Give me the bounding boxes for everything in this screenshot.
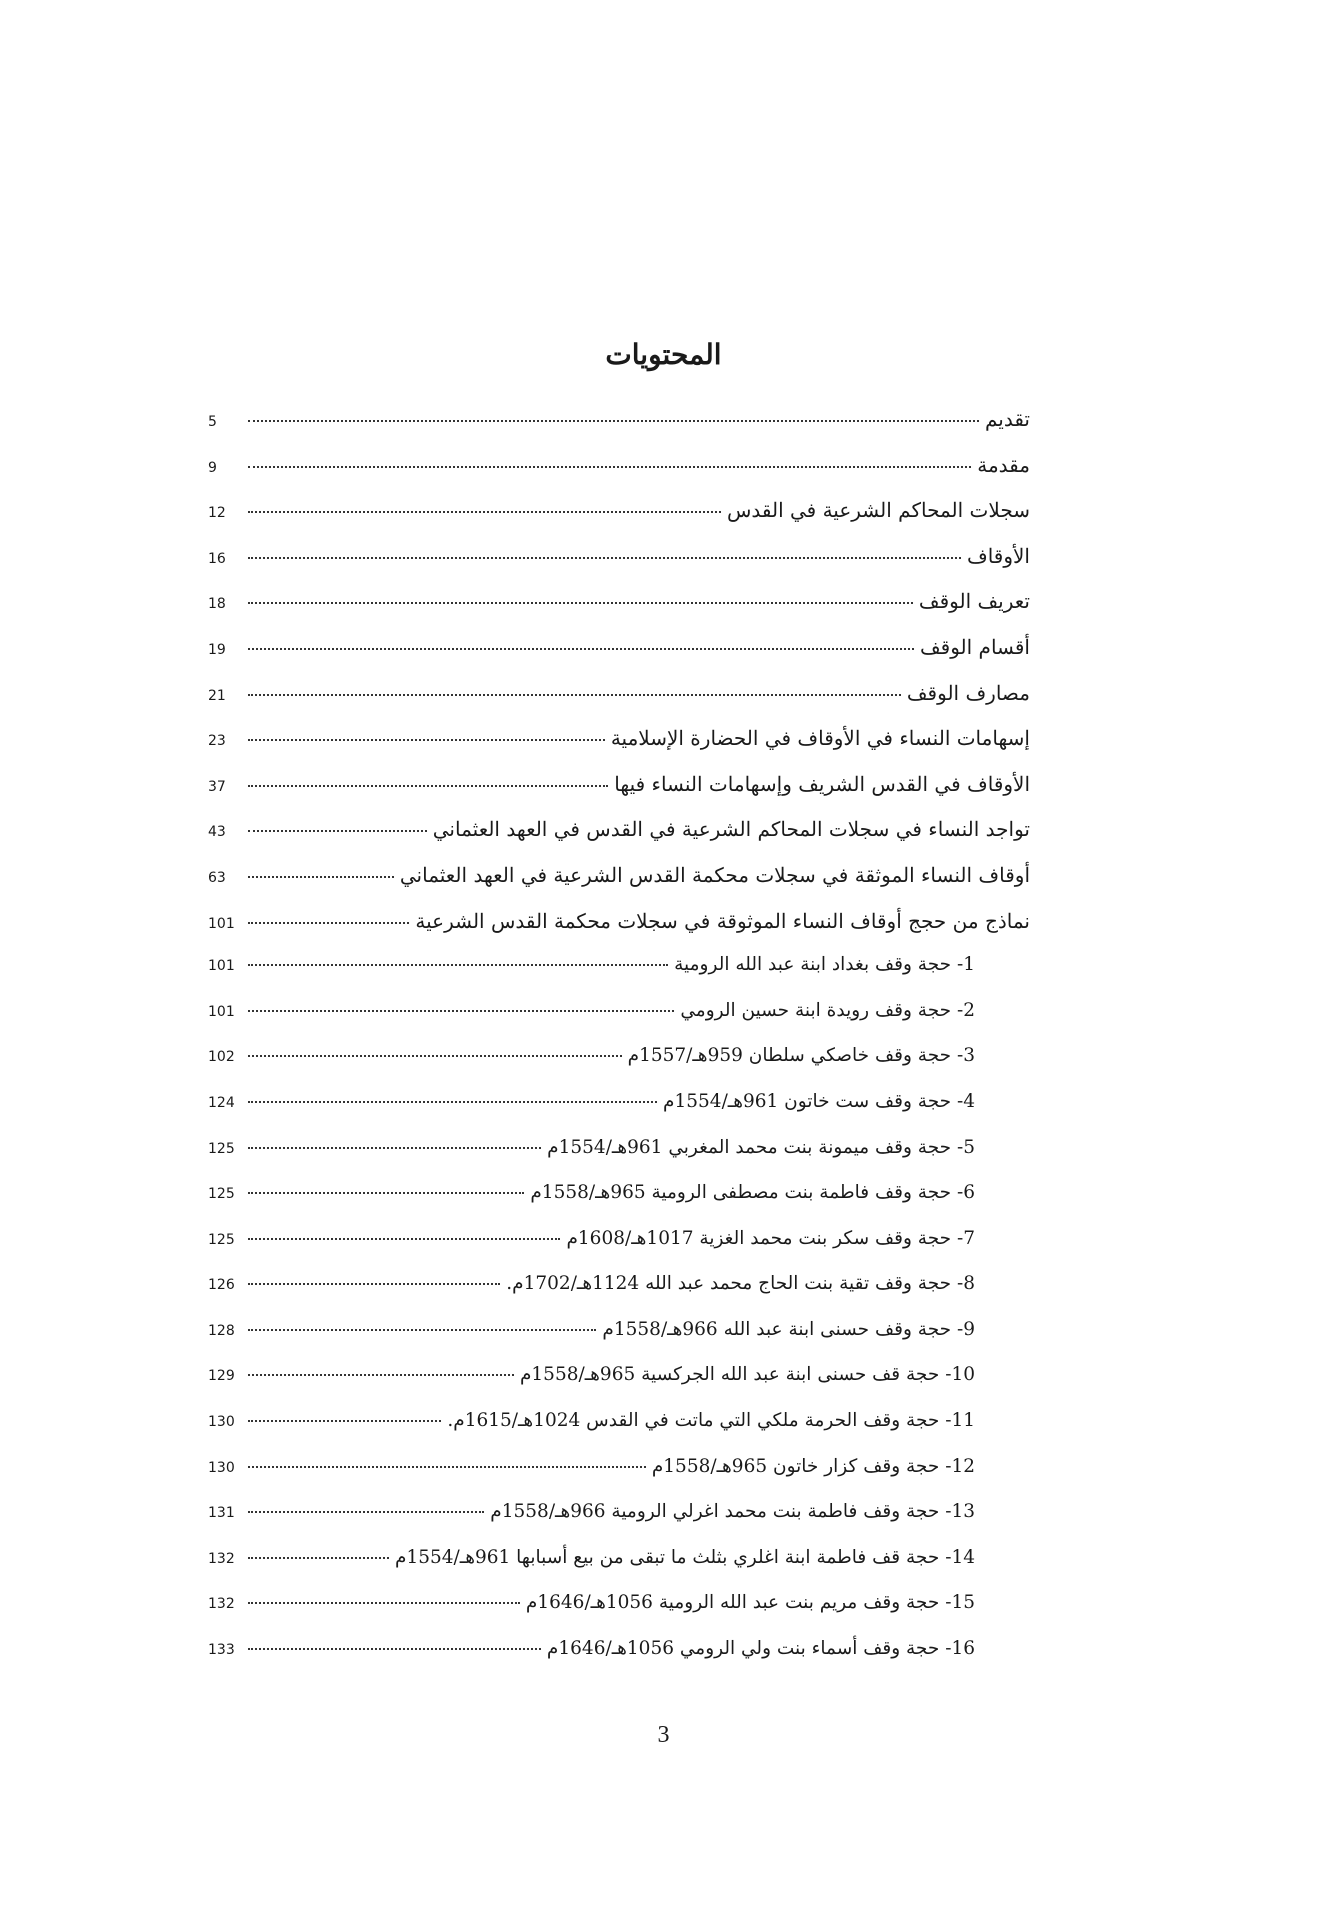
toc-sub-entry-text: 4- حجة وقف ست خاتون 961هـ/1554م: [663, 1090, 975, 1112]
toc-entry: [208, 681, 1030, 727]
toc-page-number: 125: [208, 1231, 235, 1248]
dot-leader: [248, 511, 721, 513]
toc-sub-entry-text: 11- حجة وقف الحرمة ملكي التي ماتت في القدس 1024هـ/1615م.: [447, 1410, 975, 1432]
toc-entry: [208, 635, 1030, 681]
toc-page-number: 21: [208, 687, 226, 704]
toc-page-number: 131: [208, 1505, 235, 1522]
toc-sub-entry-text: 7- حجة وقف سكر بنت محمد الغزية 1017هـ/1608م: [566, 1227, 975, 1249]
dot-leader: [248, 1055, 622, 1057]
dot-leader: [248, 876, 394, 878]
toc-page-number: 125: [208, 1186, 235, 1203]
toc-sub-entry-text: 2- حجة وقف رويدة ابنة حسين الرومي: [680, 999, 975, 1021]
dot-leader: [248, 648, 914, 650]
toc-sub-entry: [208, 1410, 1030, 1456]
toc-sub-entry: [208, 1319, 1030, 1365]
dot-leader: [248, 922, 409, 924]
dot-leader: [248, 1511, 484, 1513]
toc-sub-entry: [208, 1000, 1030, 1046]
toc-entry: [208, 544, 1030, 590]
dot-leader: [248, 1238, 560, 1240]
dot-leader: [248, 1420, 441, 1422]
toc-sub-entry-text: 8- حجة وقف تقية بنت الحاج محمد عبد الله 1124هـ/1702م.: [506, 1273, 975, 1295]
page-number: 3: [657, 1722, 670, 1748]
dot-leader: [248, 1466, 646, 1468]
toc-page-number: 19: [208, 641, 226, 658]
toc-sub-entry-text: 15- حجة وقف مريم بنت عبد الله الرومية 1056هـ/1646م: [525, 1592, 975, 1614]
dot-leader: [248, 1329, 596, 1331]
toc-sub-entry-text: 16- حجة وقف أسماء بنت ولي الرومي 1056هـ/1646م: [546, 1638, 975, 1660]
toc-entry-text: إسهامات النساء في الأوقاف في الحضارة الإسلامية: [610, 726, 1030, 751]
toc-entry: [208, 863, 1030, 909]
toc-page-number: 133: [208, 1642, 235, 1659]
toc-sub-entry: [208, 1182, 1030, 1228]
toc-entry-text: تواجد النساء في سجلات المحاكم الشرعية في القدس في العهد العثماني: [432, 817, 1030, 842]
toc-entry-text: نماذج من حجج أوقاف النساء الموثوقة في سجلات محكمة القدس الشرعية: [415, 908, 1030, 933]
dot-leader: [248, 964, 668, 966]
toc-entry-text: تعريف الوقف: [918, 589, 1030, 614]
toc-entry-text: الأوقاف في القدس الشريف وإسهامات النساء فيها: [614, 771, 1030, 796]
toc-sub-entry: [208, 1592, 1030, 1638]
dot-leader: [248, 1010, 674, 1012]
dot-leader: [248, 1648, 541, 1650]
toc-sub-entry-text: 12- حجة وقف كزار خاتون 965هـ/1558م: [651, 1455, 975, 1477]
toc-page-number: 129: [208, 1368, 235, 1385]
toc-page-number: 132: [208, 1596, 235, 1613]
toc-entry-text: مصارف الوقف: [906, 680, 1030, 705]
toc-list: [208, 407, 1030, 1684]
toc-sub-entry: [208, 1364, 1030, 1410]
toc-page-number: 101: [208, 915, 235, 932]
toc-page-number: 9: [208, 459, 217, 476]
toc-entry: [208, 498, 1030, 544]
toc-page-number: 130: [208, 1459, 235, 1476]
page-title: المحتويات: [605, 338, 722, 371]
dot-leader: [248, 1602, 520, 1604]
toc-entry: [208, 407, 1030, 453]
toc-entry: [208, 909, 1030, 955]
toc-entry-text: مقدمة: [977, 452, 1030, 477]
toc-page-number: 130: [208, 1414, 235, 1431]
toc-page-number: 5: [208, 414, 217, 430]
toc-sub-entry: [208, 1547, 1030, 1593]
toc-page-number: 132: [208, 1550, 235, 1567]
toc-page-number: 16: [208, 550, 226, 567]
toc-sub-entry: [208, 1638, 1030, 1684]
toc-sub-entry: [208, 1501, 1030, 1547]
dot-leader: [248, 557, 961, 559]
toc-sub-entry-text: 1- حجة وقف بغداد ابنة عبد الله الرومية: [674, 954, 975, 976]
toc-sub-entry: [208, 1137, 1030, 1183]
toc-page-number: 102: [208, 1049, 235, 1066]
toc-entry: [208, 772, 1030, 818]
dot-leader: [248, 1557, 389, 1559]
toc-entry-text: الأوقاف: [966, 543, 1030, 568]
toc-entry-text: أوقاف النساء الموثقة في سجلات محكمة القدس الشرعية في العهد العثماني: [399, 862, 1030, 887]
dot-leader: [248, 1374, 514, 1376]
dot-leader: [248, 1192, 524, 1194]
toc-page-number: 101: [208, 958, 235, 975]
dot-leader: [248, 1101, 657, 1103]
toc-sub-entry: [208, 1091, 1030, 1137]
toc-entry-text: سجلات المحاكم الشرعية في القدس: [726, 498, 1030, 523]
toc-sub-entry-text: 3- حجة وقف خاصكي سلطان 959هـ/1557م: [627, 1045, 975, 1067]
toc-sub-entry-text: 13- حجة وقف فاطمة بنت محمد اغرلي الرومية 966هـ/1558م: [490, 1501, 975, 1523]
toc-page-number: 125: [208, 1140, 235, 1157]
toc-sub-entry-text: 10- حجة قف حسنى ابنة عبد الله الجركسية 965هـ/1558م: [519, 1364, 975, 1386]
toc-page-number: 126: [208, 1277, 235, 1294]
toc-entry: [208, 817, 1030, 863]
toc-page-number: 63: [208, 869, 226, 886]
dot-leader: [248, 830, 427, 832]
toc-page-number: 43: [208, 824, 226, 841]
toc-page-number: 101: [208, 1003, 235, 1020]
toc-sub-entry-text: 6- حجة وقف فاطمة بنت مصطفى الرومية 965هـ/1558م: [530, 1182, 975, 1204]
toc-sub-entry-text: 9- حجة وقف حسنى ابنة عبد الله 966هـ/1558م: [602, 1318, 975, 1340]
toc-sub-entry: [208, 1456, 1030, 1502]
toc-entry-text: تقديم: [984, 407, 1030, 431]
toc-page-number: 23: [208, 733, 226, 750]
toc-page-number: 37: [208, 778, 226, 795]
toc-sub-entry-text: 14- حجة قف فاطمة ابنة اغلري بثلث ما تبقى من بيع أسبابها 961هـ/1554م: [394, 1546, 975, 1568]
toc-page-number: 128: [208, 1322, 235, 1339]
toc-entry-text: أقسام الوقف: [919, 634, 1030, 659]
toc-sub-entry: [208, 1228, 1030, 1274]
dot-leader: [248, 602, 913, 604]
toc-sub-entry-text: 5- حجة وقف ميمونة بنت محمد المغربي 961هـ/1554م: [547, 1136, 975, 1158]
toc-entry: [208, 726, 1030, 772]
toc-sub-entry: [208, 1273, 1030, 1319]
toc-entry: [208, 589, 1030, 635]
dot-leader: [248, 420, 979, 422]
dot-leader: [248, 1283, 500, 1285]
toc-sub-entry: [208, 1045, 1030, 1091]
dot-leader: [248, 785, 608, 787]
toc-page-number: 12: [208, 505, 226, 522]
toc-entry: [208, 453, 1030, 499]
dot-leader: [248, 1147, 541, 1149]
toc-page-number: 124: [208, 1094, 235, 1111]
dot-leader: [248, 466, 971, 468]
dot-leader: [248, 739, 605, 741]
toc-page-number: 18: [208, 596, 226, 613]
dot-leader: [248, 694, 901, 696]
toc-sub-entry: [208, 954, 1030, 1000]
